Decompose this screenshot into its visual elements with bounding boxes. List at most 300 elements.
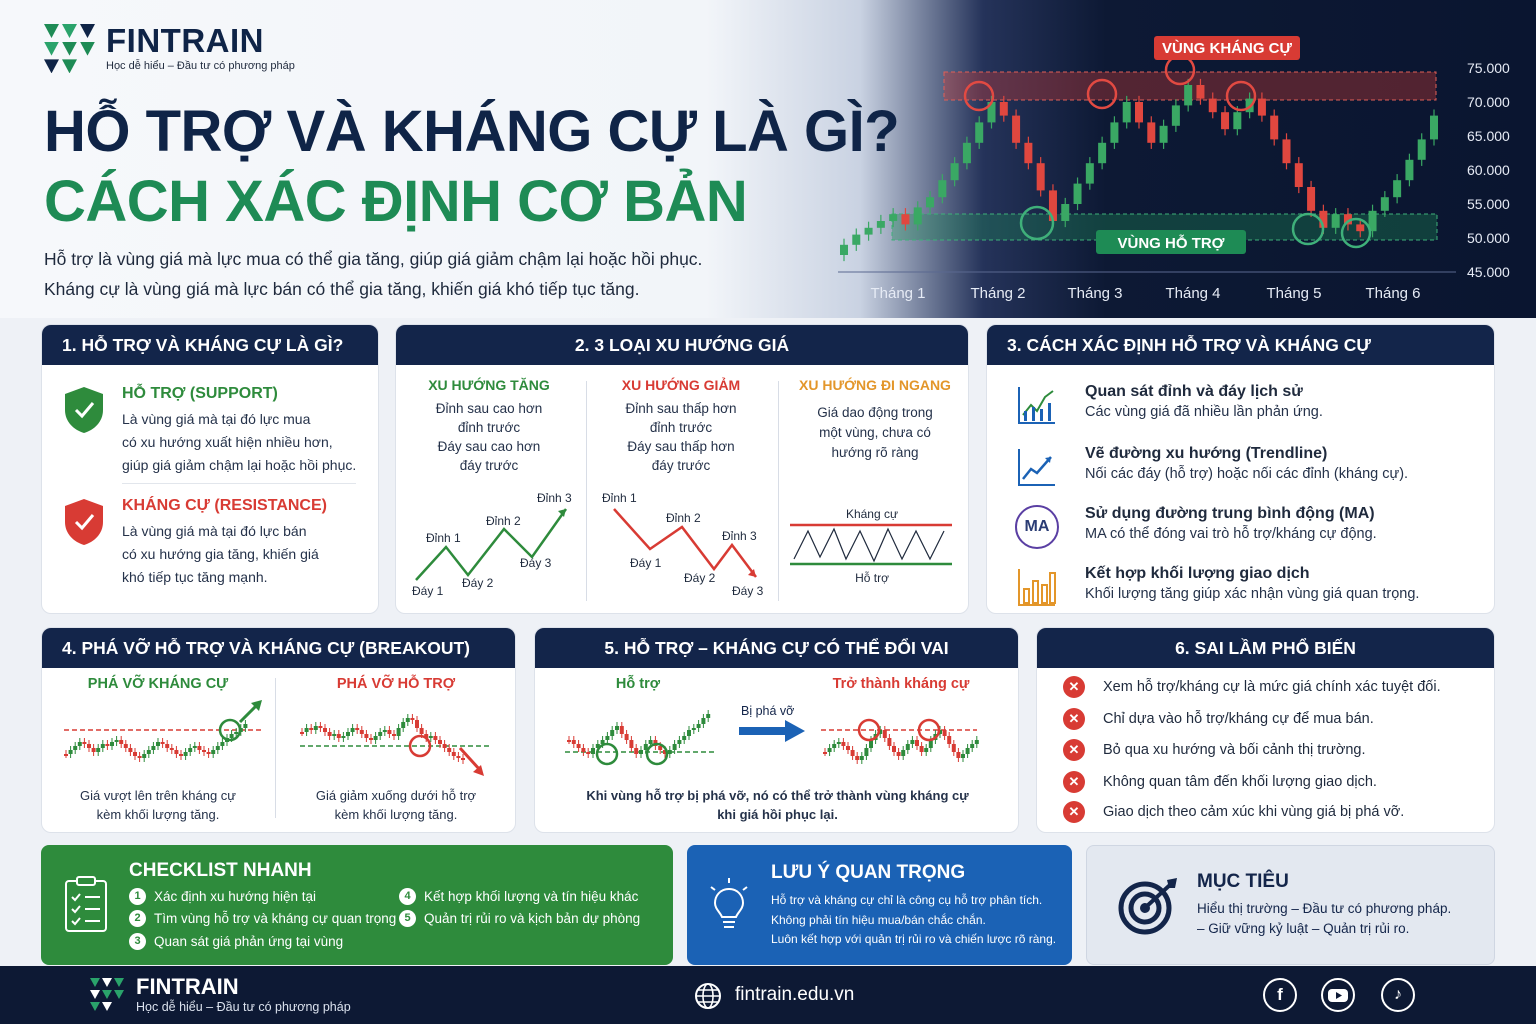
mini-candle (615, 726, 619, 730)
mini-candle (179, 754, 183, 756)
mini-candle (305, 728, 309, 732)
mini-candle (429, 736, 433, 738)
downtrend-desc-line: đỉnh trước (649, 420, 713, 435)
mini-candle (577, 744, 581, 748)
mini-candle (447, 748, 451, 752)
mini-candle (961, 754, 965, 758)
mini-candle (947, 736, 951, 744)
mini-candle (82, 742, 86, 744)
mini-candle (184, 752, 188, 756)
uptrend-label: Đỉnh 1 (426, 531, 461, 545)
checklist-number: 2 (129, 910, 146, 927)
clipboard-icon (63, 875, 109, 933)
chart-peaks-icon (1015, 383, 1059, 427)
breakout-support-title: PHÁ VỠ HỖ TRỢ (336, 676, 456, 692)
support-desc-line: Là vùng giá mà tại đó lực mua (122, 411, 311, 427)
mini-candle (133, 752, 137, 756)
candle (840, 245, 848, 255)
mini-candle (124, 744, 128, 748)
mini-candle (328, 732, 332, 736)
mini-candle (692, 728, 696, 730)
candle (1123, 102, 1131, 122)
role-resistance-chart (817, 700, 981, 784)
candle (1221, 112, 1229, 129)
note-line: Luôn kết hợp với quản trị rủi ro và chiến lược rõ ràng. (771, 932, 1057, 946)
sideways-support-label: Hỗ trợ (855, 571, 889, 585)
divider (122, 483, 356, 484)
mistake-text: Chỉ dựa vào hỗ trợ/kháng cự để mua bán. (1103, 711, 1374, 727)
error-x-icon: ✕ (1063, 771, 1085, 793)
tiktok-icon[interactable]: ♪ (1381, 978, 1415, 1012)
checklist-item (129, 933, 343, 950)
mini-candle (378, 732, 382, 736)
card-title: 5. HỖ TRỢ – KHÁNG CỰ CÓ THỂ ĐỔI VAI (535, 628, 1018, 668)
x-tick-label: Tháng 2 (970, 285, 1026, 302)
support-desc-line: giúp giá giảm chậm lại hoặc hồi phục. (122, 457, 357, 473)
mini-candle (841, 742, 845, 746)
candle (963, 143, 971, 163)
candle (877, 221, 885, 228)
error-x-icon: ✕ (1063, 708, 1085, 730)
divider (586, 381, 587, 601)
sideways-desc-line: hướng rõ ràng (831, 445, 919, 460)
candle (1209, 99, 1217, 113)
uptrend-label: Đáy 1 (412, 584, 444, 598)
mini-candles (567, 710, 710, 758)
resistance-title: KHÁNG CỰ (RESISTANCE) (122, 497, 327, 514)
mini-candle (943, 730, 947, 736)
goal-panel (1086, 845, 1495, 965)
note-panel (687, 845, 1072, 965)
candle (1086, 163, 1094, 183)
lightbulb-icon (707, 877, 751, 933)
mini-candle (161, 742, 165, 744)
mini-candle (202, 750, 206, 752)
checklist-text: Tìm vùng hỗ trợ và kháng cự quan trọng (154, 911, 397, 926)
candle (1110, 122, 1118, 142)
mistake-item (1063, 801, 1404, 823)
sideways-diagram (786, 501, 958, 591)
x-tick-label: Tháng 4 (1165, 285, 1221, 302)
mini-candle (860, 756, 864, 760)
sideways-desc-line: một vùng, chưa có (819, 425, 931, 440)
mini-candle (887, 738, 891, 746)
mini-candle (591, 748, 595, 754)
card-role-reversal (534, 627, 1019, 833)
mini-candle (952, 744, 956, 752)
mini-candle (87, 744, 91, 748)
support-label: VÙNG HỖ TRỢ (1117, 235, 1225, 252)
role-support-chart (561, 700, 721, 784)
downtrend-label: Đáy 1 (630, 556, 662, 570)
caption-line: Giá giảm xuống dưới hỗ trợ (315, 788, 477, 803)
downtrend-label: Đỉnh 1 (602, 491, 637, 505)
method-title: Kết hợp khối lượng giao dịch (1085, 565, 1310, 582)
y-tick-label: 70.000 (1467, 94, 1510, 110)
uptrend-diagram (406, 485, 586, 605)
candle (1037, 163, 1045, 190)
mini-candle (572, 740, 576, 744)
mini-candle (452, 752, 456, 756)
candle (1000, 102, 1008, 116)
mini-candle (142, 754, 146, 758)
uptrend-label: Đáy 2 (462, 576, 494, 590)
mini-candle (188, 748, 192, 752)
mini-candle (234, 732, 238, 734)
mini-candle (924, 748, 928, 752)
mini-candle (567, 740, 571, 742)
candle (1147, 122, 1155, 142)
mini-candle (673, 744, 677, 750)
mistake-text: Không quan tâm đến khối lượng giao dịch. (1103, 774, 1377, 790)
caption-line: khi giá hồi phục lại. (717, 807, 838, 822)
breakout-resistance-caption (42, 786, 274, 824)
divider (275, 678, 276, 818)
hero-y-ticks (1467, 60, 1510, 280)
intro-text (44, 244, 702, 304)
candle (1098, 143, 1106, 163)
mini-candle (639, 750, 643, 754)
brand-name: FINTRAIN (106, 22, 264, 59)
volume-bars-icon (1015, 565, 1059, 609)
mini-candle (401, 722, 405, 728)
note-line: Không phải tín hiệu mua/bán chắc chắn. (771, 912, 986, 927)
method-item (1015, 505, 1495, 549)
website-link[interactable]: fintrain.edu.vn (735, 984, 855, 1005)
mini-candle (341, 736, 345, 738)
candle (901, 214, 909, 224)
uptrend-desc-line: đỉnh trước (457, 420, 521, 435)
card-breakout (41, 627, 516, 833)
mini-candle (207, 752, 211, 754)
mini-candle (975, 740, 979, 744)
mini-candle (323, 728, 327, 732)
mini-candle (443, 744, 447, 748)
mini-candle (406, 718, 410, 722)
globe-icon (694, 982, 722, 1010)
mini-candle (369, 738, 373, 740)
mini-candle (101, 744, 105, 748)
candle (1356, 224, 1364, 231)
method-title: Sử dụng đường trung bình động (MA) (1085, 505, 1375, 522)
mini-candle (374, 736, 378, 740)
candle (1024, 143, 1032, 163)
method-item (1015, 445, 1495, 489)
mistake-item (1063, 708, 1374, 730)
mini-candle (156, 742, 160, 746)
caption-line: Giá vượt lên trên kháng cự (80, 788, 236, 803)
support-desc-line: có xu hướng xuất hiện nhiều hơn, (122, 434, 333, 450)
mini-candle (897, 752, 901, 756)
mini-candle (128, 748, 132, 752)
mini-candle (610, 730, 614, 736)
mini-candle (360, 730, 364, 734)
mini-candle (649, 740, 653, 744)
candle (1196, 85, 1204, 99)
downtrend-label: Đáy 3 (732, 584, 764, 598)
uptrend-block (396, 377, 582, 475)
mini-candle (668, 750, 672, 754)
brand-tagline: Học dễ hiểu – Đầu tư có phương pháp (106, 60, 295, 72)
downtrend-label: Đỉnh 3 (722, 529, 757, 543)
x-tick-label: Tháng 1 (870, 285, 926, 302)
breakout-up-chart (58, 698, 268, 778)
card-title: 4. PHÁ VỠ HỖ TRỢ VÀ KHÁNG CỰ (BREAKOUT) (42, 628, 515, 668)
candle (1381, 197, 1389, 211)
mini-candle (138, 756, 142, 758)
footer (0, 966, 1536, 1024)
sideways-block (780, 377, 969, 463)
note-title: LƯU Ý QUAN TRỌNG (771, 862, 966, 883)
checklist-text: Xác định xu hướng hiện tại (154, 889, 316, 904)
sideways-desc-line: Giá dao động trong (817, 405, 933, 420)
mini-candle (383, 730, 387, 732)
mini-candle (151, 746, 155, 750)
breakout-support-caption (278, 786, 514, 824)
candle (1160, 126, 1168, 143)
mini-candle (69, 750, 73, 754)
brand-logo[interactable] (44, 24, 295, 74)
checklist-number: 1 (129, 888, 146, 905)
page-title-line1: HỖ TRỢ VÀ KHÁNG CỰ LÀ GÌ? (44, 99, 900, 164)
mini-candle (851, 750, 855, 756)
downtrend-title: XU HƯỚNG GIẢM (621, 377, 741, 393)
caption-line: kèm khối lượng tăng. (96, 807, 220, 822)
facebook-icon[interactable]: f (1263, 978, 1297, 1012)
goal-line: Hiểu thị trường – Đầu tư có phương pháp. (1197, 901, 1452, 916)
downtrend-diagram (596, 485, 776, 605)
mini-candle (906, 744, 910, 750)
candle (889, 214, 897, 221)
mini-candle (620, 726, 624, 734)
hero-candlestick-chart (830, 30, 1520, 310)
breakout-resistance-title: PHÁ VỠ KHÁNG CỰ (87, 676, 229, 692)
checklist-item (129, 888, 316, 905)
x-tick-label: Tháng 5 (1266, 285, 1322, 302)
uptrend-title: XU HƯỚNG TĂNG (428, 377, 550, 393)
breakdown-chart (294, 698, 504, 782)
footer-brand-name: FINTRAIN (136, 974, 239, 999)
mini-candle (216, 746, 220, 750)
y-tick-label: 45.000 (1467, 264, 1510, 280)
intro-line-2: Kháng cự là vùng giá mà lực bán có thể gia tăng, khiến giá khó tiếp tục tăng. (44, 279, 640, 299)
mini-candle (846, 746, 850, 750)
uptrend-desc-line: Đáy sau cao hơn (437, 439, 541, 454)
mini-candle (701, 718, 705, 724)
mini-candle (966, 748, 970, 754)
mini-candle (392, 734, 396, 736)
downtrend-desc-line: Đáy sau thấp hơn (627, 439, 735, 454)
candle (1393, 180, 1401, 197)
mistake-item (1063, 676, 1441, 698)
ma-icon: MA (1015, 505, 1059, 549)
candle (1307, 187, 1315, 211)
sideways-resistance-label: Kháng cự (845, 507, 899, 521)
checklist-text: Quản trị rủi ro và kịch bản dự phòng (424, 911, 641, 926)
candle (1332, 214, 1340, 228)
x-tick-label: Tháng 3 (1067, 285, 1123, 302)
role-support-title: Hỗ trợ (615, 676, 661, 692)
resistance-label: VÙNG KHÁNG CỰ (1162, 40, 1292, 57)
candle (1418, 139, 1426, 159)
checklist-number: 3 (129, 933, 146, 950)
mini-candle (687, 730, 691, 736)
hero-x-ticks (870, 285, 1420, 302)
mini-candle (364, 734, 368, 738)
mini-candle (581, 748, 585, 752)
right-arrow-icon (737, 720, 807, 742)
resistance-desc (122, 520, 379, 589)
footer-tagline: Học dễ hiểu – Đầu tư có phương pháp (136, 1000, 351, 1014)
method-desc: Nối các đáy (hỗ trợ) hoặc nối các đỉnh (kháng cự). (1085, 466, 1409, 482)
candle (914, 207, 922, 224)
mini-candle (420, 728, 424, 734)
mini-candle (92, 748, 96, 752)
resistance-shield-icon (62, 497, 106, 547)
method-desc: MA có thể đóng vai trò hỗ trợ/kháng cự động. (1085, 526, 1377, 542)
card-how-to-identify (986, 324, 1495, 614)
sideways-price-line (794, 529, 944, 561)
mini-candle (220, 742, 224, 746)
error-x-icon: ✕ (1063, 676, 1085, 698)
checklist-number: 4 (399, 888, 416, 905)
candle (1233, 112, 1241, 129)
mini-candle (433, 736, 437, 740)
mini-candle (706, 714, 710, 718)
mini-candle (823, 752, 827, 754)
candle (1405, 160, 1413, 180)
checklist-item (129, 910, 396, 927)
mini-candle (883, 730, 887, 738)
candle (1172, 105, 1180, 125)
candle (1258, 99, 1266, 116)
mini-candles (823, 726, 979, 764)
candle (1074, 184, 1082, 204)
mini-candle (892, 746, 896, 752)
candle (1430, 116, 1438, 140)
mini-candle (387, 730, 391, 734)
mini-candle (314, 726, 318, 730)
candle (852, 235, 860, 245)
mini-candle (309, 728, 313, 730)
caption-line: Khi vùng hỗ trợ bị phá vỡ, nó có thể trở thành vùng kháng cự (586, 788, 969, 803)
candle (1049, 190, 1057, 221)
uptrend-label: Đáy 3 (520, 556, 552, 570)
resistance-desc-line: có xu hướng gia tăng, khiến giá (122, 546, 319, 562)
sideways-title: XU HƯỚNG ĐI NGANG (799, 377, 951, 393)
candle (1135, 102, 1143, 122)
card-trend-types (395, 324, 969, 614)
checklist-text: Kết hợp khối lượng và tín hiệu khác (424, 889, 639, 904)
downtrend-desc (588, 399, 774, 475)
candle (1270, 116, 1278, 140)
mini-candle (456, 756, 460, 758)
mini-candles (300, 714, 465, 764)
mini-candle (864, 748, 868, 756)
candle (1061, 204, 1069, 221)
mini-candle (438, 740, 442, 744)
mini-candle (351, 728, 355, 732)
mini-candle (300, 732, 304, 734)
mini-candle (337, 734, 341, 738)
mini-candle (956, 752, 960, 758)
y-tick-label: 60.000 (1467, 162, 1510, 178)
mini-candle (586, 752, 590, 754)
x-tick-label: Tháng 6 (1365, 285, 1421, 302)
mini-candle (697, 724, 701, 728)
checklist-number: 5 (399, 910, 416, 927)
mini-candle (243, 724, 247, 728)
mini-candle (397, 728, 401, 736)
mini-candle (197, 746, 201, 750)
broken-label: Bị phá vỡ (741, 704, 795, 718)
divider (778, 381, 779, 601)
mini-candle (415, 720, 419, 728)
caption-line: kèm khối lượng tăng. (334, 807, 458, 822)
y-tick-label: 50.000 (1467, 230, 1510, 246)
mini-candle (174, 750, 178, 754)
downtrend-label: Đỉnh 2 (666, 511, 701, 525)
candle (926, 197, 934, 207)
candle (975, 122, 983, 142)
mini-candle (855, 756, 859, 760)
mini-candle (677, 740, 681, 744)
method-desc: Khối lượng tăng giúp xác nhận vùng giá quan trọng. (1085, 586, 1420, 602)
mini-candle (970, 744, 974, 748)
downtrend-desc-line: đáy trước (651, 458, 711, 473)
method-item (1015, 565, 1495, 609)
mini-candle (230, 734, 234, 738)
mini-candle (828, 748, 832, 752)
method-title: Quan sát đỉnh và đáy lịch sử (1085, 383, 1303, 400)
mini-candle (147, 750, 151, 754)
youtube-icon[interactable] (1321, 978, 1355, 1012)
goal-title: MỤC TIÊU (1197, 871, 1289, 892)
mini-candle (170, 748, 174, 750)
mini-candle (915, 740, 919, 746)
card-title: 6. SAI LẦM PHỔ BIẾN (1037, 628, 1494, 668)
candle (865, 228, 873, 235)
error-x-icon: ✕ (1063, 801, 1085, 823)
checklist-item (399, 888, 638, 905)
card-common-mistakes (1036, 627, 1495, 833)
note-line: Hỗ trợ và kháng cự chỉ là công cụ hỗ trợ phân tích. (771, 893, 1043, 907)
mini-candle (634, 748, 638, 754)
goal-line: – Giữ vững kỷ luật – Quản trị rủi ro. (1197, 921, 1410, 936)
support-desc (122, 408, 379, 477)
mini-candle (682, 736, 686, 740)
mini-candle (355, 728, 359, 730)
mistake-item (1063, 771, 1377, 793)
method-title: Vẽ đường xu hướng (Trendline) (1085, 445, 1328, 462)
mini-candle (901, 750, 905, 756)
mini-candle (211, 750, 215, 754)
mini-candle (837, 742, 841, 744)
mistake-text: Giao dịch theo cảm xúc khi vùng giá bị phá vỡ. (1103, 804, 1405, 820)
uptrend-desc-line: Đỉnh sau cao hơn (435, 401, 543, 416)
mini-candle (461, 758, 465, 760)
candle (938, 180, 946, 197)
mini-candle (119, 740, 123, 744)
mini-candle (332, 734, 336, 736)
intro-line-1: Hỗ trợ là vùng giá mà lực mua có thể gia tăng, giúp giá giảm chậm lại hoặc hồi phục. (44, 249, 703, 269)
candle (1295, 163, 1303, 187)
support-title: HỖ TRỢ (SUPPORT) (122, 385, 278, 402)
mini-candle (346, 732, 350, 736)
mini-candle (110, 742, 114, 746)
mini-candle (625, 734, 629, 740)
mini-candle (78, 742, 82, 746)
